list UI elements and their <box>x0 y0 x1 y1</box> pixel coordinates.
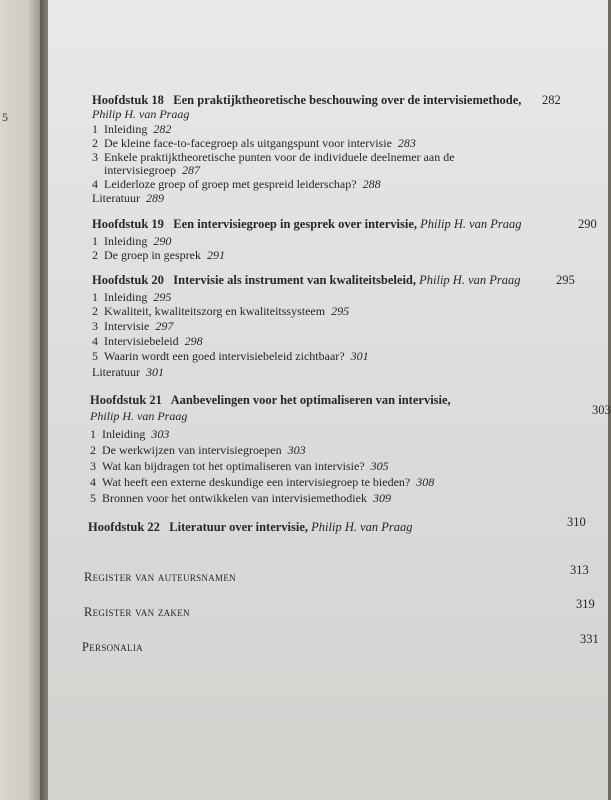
left-page <box>0 0 40 800</box>
chapter-21-heading: Hoofdstuk 21 Aanbevelingen voor het optimaliseren van intervisie, <box>90 393 451 407</box>
chapter-18-title: Een praktijktheoretische beschouwing over de intervisiemethode, <box>173 93 522 107</box>
table-of-contents <box>48 0 611 800</box>
appendix-personalia-page: 331 <box>580 632 599 646</box>
toc-entry: 1 Inleiding 295 <box>92 290 172 304</box>
chapter-22-page: 310 <box>567 515 586 529</box>
chapter-20-literature: Literatuur 301 <box>92 365 164 379</box>
appendix-subject-register-page: 319 <box>576 597 595 611</box>
chapter-18-heading <box>92 93 521 108</box>
chapter-21-author: Philip H. van Praag <box>90 409 188 423</box>
toc-entry: 2 Kwaliteit, kwaliteitszorg en kwaliteitssysteem 295 <box>92 304 350 318</box>
appendix-author-register: Register van auteursnamen <box>84 570 236 584</box>
toc-entry: 3 Enkele praktijktheoretische punten voor de individuele deelnemer aan de <box>92 150 455 164</box>
toc-entry: 3 Wat kan bijdragen tot het optimaliseren van intervisie? 305 <box>90 459 389 473</box>
toc-entry: intervisiegroep 287 <box>104 163 200 177</box>
chapter-19-heading: Hoofdstuk 19 Een intervisiegroep in gesprek over intervisie, Philip H. van Praag <box>92 217 522 231</box>
chapter-18-literature: Literatuur 289 <box>92 191 164 205</box>
chapter-20-heading: Hoofdstuk 20 Intervisie als instrument van kwaliteitsbeleid, Philip H. van Praag <box>92 273 521 287</box>
chapter-18-page: 282 <box>542 93 561 107</box>
chapter-22-heading: Hoofdstuk 22 Literatuur over intervisie, Philip H. van Praag <box>88 520 413 534</box>
toc-entry: 4 Leiderloze groep of groep met gespreid leiderschap? 288 <box>92 177 381 191</box>
toc-entry: 2 De werkwijzen van intervisiegroepen 303 <box>90 443 306 457</box>
toc-entry: 1 Inleiding 303 <box>90 427 170 441</box>
appendix-author-register-page: 313 <box>570 563 589 577</box>
toc-entry: 4 Wat heeft een externe deskundige een intervisiegroep te bieden? 308 <box>90 475 435 489</box>
chapter-19-page: 290 <box>578 217 597 231</box>
toc-entry: 2 De kleine face-to-facegroep als uitgangspunt voor intervisie 283 <box>92 136 416 150</box>
toc-entry: 1 Inleiding 282 <box>92 122 172 136</box>
chapter-21-page: 303 <box>592 403 611 417</box>
toc-entry: 1 Inleiding 290 <box>92 234 172 248</box>
chapter-18-author: Philip H. van Praag <box>92 107 190 121</box>
left-page-edge-char: 5 <box>2 110 8 124</box>
toc-entry: 5 Waarin wordt een goed intervisiebeleid zichtbaar? 301 <box>92 349 369 363</box>
appendix-subject-register: Register van zaken <box>84 605 190 619</box>
toc-page <box>48 0 611 800</box>
chapter-20-page: 295 <box>556 273 575 287</box>
toc-entry: 4 Intervisiebeleid 298 <box>92 334 203 348</box>
chapter-18-label: Hoofdstuk 18 <box>92 93 164 107</box>
toc-entry: 3 Intervisie 297 <box>92 319 174 333</box>
toc-entry: 5 Bronnen voor het ontwikkelen van intervisiemethodiek 309 <box>90 491 391 505</box>
toc-entry: 2 De groep in gesprek 291 <box>92 248 225 262</box>
appendix-personalia: Personalia <box>82 640 143 654</box>
